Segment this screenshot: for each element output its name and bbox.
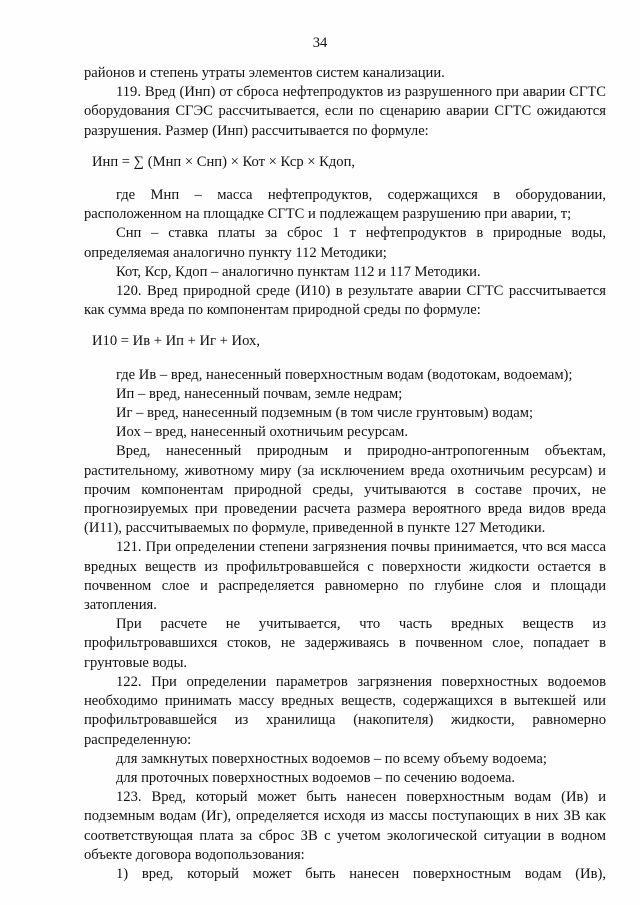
formula-inp: Инп = ∑ (Мнп × Снп) × Кот × Кср × Кдоп, [92, 153, 356, 170]
paragraph-119: 119. Вред (Инп) от сброса нефтепродуктов из разрушенного при аварии СГТС оборудования СГЭС рассчитывается, если по сценарию аварии СГТС ожидаются разрушения. Размер (Инп) рассчитывается по формуле: [84, 84, 606, 139]
paragraph-120: 120. Вред природной среде (И10) в результате аварии СГТС рассчитывается как сумма вреда по компонентам природной среды по формуле: [84, 283, 606, 319]
formula-i10: И10 = Ив + Ип + Иг + Иох, [92, 333, 260, 350]
paragraph-123: 123. Вред, который может быть нанесен поверхностным водам (Ив) и подземным водам (Иг), определяется исходя из массы поступающих в них ЗВ как соответствующая плата за сброс ЗВ с учетом экологической ситуации в водном объекте договора водопользования: [84, 789, 606, 863]
paragraph: районов и степень утраты элементов систем канализации. [84, 65, 445, 81]
paragraph-rate-definition: Снп – ставка платы за сброс 1 т нефтепродуктов в природные воды, определяемая аналогично пункту 112 Методики; [84, 225, 606, 261]
paragraph-other-harm: Вред, нанесенный природным и природно-антропогенным объектам, растительному, животному миру (за исключением вреда охотничьим ресурсам) и прочим компонентам природной среды, учитываются в составе прочих, не прогнозируемых при проведении расчета размера вероятного вреда видов вреда (И11), рассчитываемых по формуле, приведенной в пункте 127 Методики. [84, 443, 606, 537]
paragraph-ip-definition: Ип – вред, нанесенный почвам, земле недрам; [116, 385, 403, 402]
paragraph-123-item-1: 1) вред, который может быть нанесен поверхностным водам (Ив), [116, 865, 606, 882]
paragraph-flowing-water: для проточных поверхностных водоемов – по сечению водоема. [116, 769, 516, 786]
document-body [84, 64, 606, 884]
paragraph-122: 122. При определении параметров загрязнения поверхностных водоемов необходимо принимать массу вредных веществ, содержащихся в вытекшей или профильтровавшейся из хранилища (накопителя) жидкости, равномерно распределенную: [84, 673, 606, 748]
paragraph-coefficients: Кот, Кср, Кдоп – аналогично пунктам 112 и 117 Методики. [116, 263, 481, 280]
paragraph-121: 121. При определении степени загрязнения почвы принимается, что вся масса вредных веществ из профильтровавшейся с поверхности жидкости остается в почвенном слое и распределяется равномерно по глубине слоя и площади затопления. [84, 539, 606, 614]
paragraph-calculation-note: При расчете не учитывается, что часть вредных веществ из профильтровавшихся стоков, не задерживаясь в почвенном слое, попадает в грунтовые воды. [84, 616, 606, 671]
paragraph-closed-water: для замкнутых поверхностных водоемов – по всему объему водоема; [116, 750, 547, 767]
page-number: 34 [312, 35, 328, 51]
paragraph-mass-definition: где Мнп – масса нефтепродуктов, содержащихся в оборудовании, расположенном на площадке СГТС и подлежащем разрушению при аварии, т; [84, 187, 606, 223]
paragraph-ig-definition: Иг – вред, нанесенный подземным (в том числе грунтовым) водам; [116, 405, 534, 422]
paragraph-iox-definition: Иох – вред, нанесенный охотничьим ресурсам. [116, 424, 409, 441]
paragraph-iv-definition: где Ив – вред, нанесенный поверхностным водам (водотокам, водоемам); [116, 366, 573, 383]
